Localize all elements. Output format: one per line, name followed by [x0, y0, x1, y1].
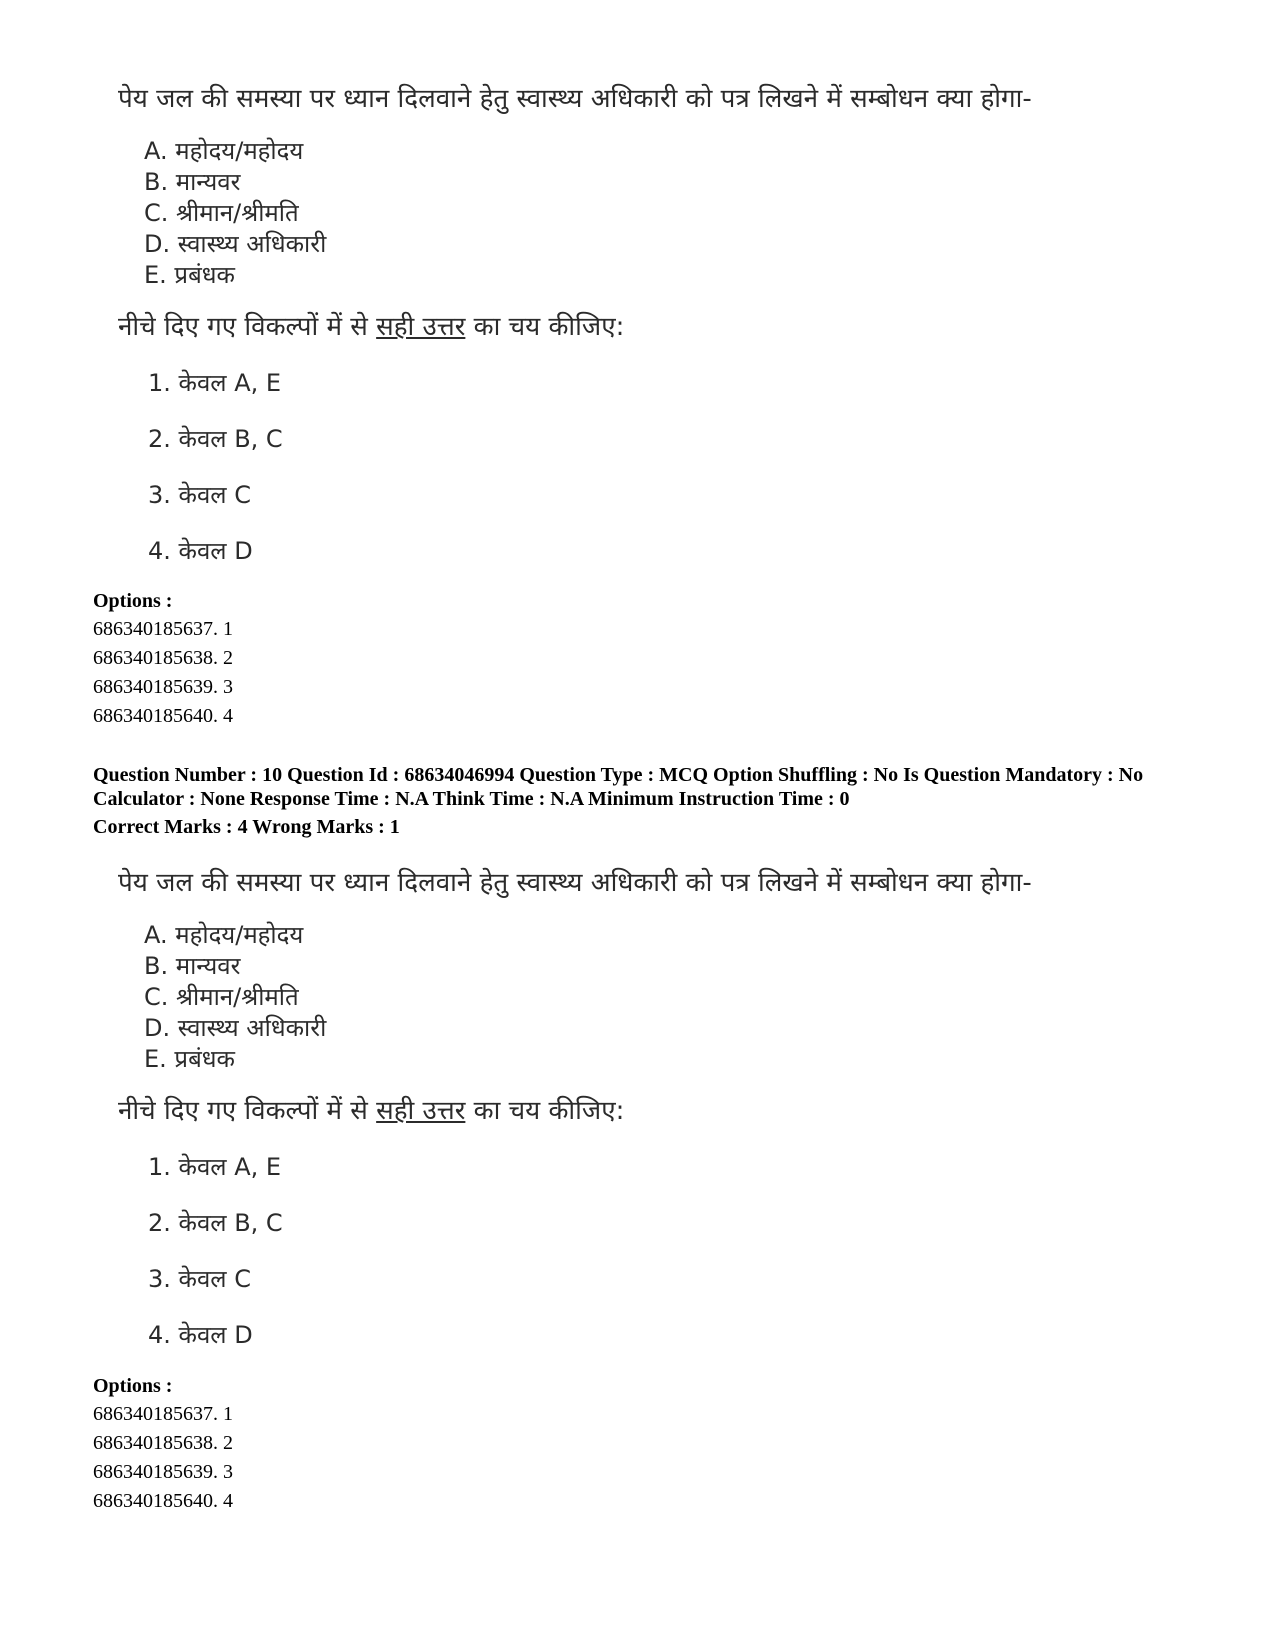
choice-item: 3. केवल C: [148, 1265, 251, 1293]
statement-item: B. मान्यवर: [144, 168, 241, 196]
instruction-underlined: सही उत्तर: [376, 1096, 466, 1126]
statement-item: E. प्रबंधक: [144, 261, 235, 289]
question-text: पेय जल की समस्या पर ध्यान दिलवाने हेतु स्वास्थ्य अधिकारी को पत्र लिखने में सम्बोधन क्या होगा-: [118, 868, 1032, 898]
marks-line: Correct Marks : 4 Wrong Marks : 1: [93, 816, 400, 838]
question-text: पेय जल की समस्या पर ध्यान दिलवाने हेतु स्वास्थ्य अधिकारी को पत्र लिखने में सम्बोधन क्या होगा-: [118, 84, 1032, 114]
option-row: 686340185639. 3: [93, 676, 233, 698]
statement-item: B. मान्यवर: [144, 952, 241, 980]
instruction-post: का चय कीजिए:: [465, 1096, 625, 1126]
option-row: 686340185638. 2: [93, 1432, 233, 1454]
statement-item: A. महोदय/महोदय: [144, 921, 304, 949]
option-row: 686340185640. 4: [93, 1490, 233, 1512]
option-row: 686340185640. 4: [93, 705, 233, 727]
statement-item: D. स्वास्थ्य अधिकारी: [144, 230, 327, 258]
choice-item: 1. केवल A, E: [148, 1153, 282, 1181]
choice-item: 2. केवल B, C: [148, 425, 283, 453]
option-row: 686340185638. 2: [93, 647, 233, 669]
statement-list: [144, 920, 326, 1075]
statement-item: E. प्रबंधक: [144, 1045, 235, 1073]
instruction-underlined: सही उत्तर: [376, 312, 466, 342]
choice-item: 4. केवल D: [148, 537, 253, 565]
choice-item: 3. केवल C: [148, 481, 251, 509]
instruction-text: [118, 1094, 624, 1128]
option-row: 686340185637. 1: [93, 618, 233, 640]
statement-item: C. श्रीमान/श्रीमति: [144, 199, 299, 227]
statement-item: C. श्रीमान/श्रीमति: [144, 983, 299, 1011]
option-row: 686340185637. 1: [93, 1403, 233, 1425]
statement-item: A. महोदय/महोदय: [144, 137, 304, 165]
statement-item: D. स्वास्थ्य अधिकारी: [144, 1014, 327, 1042]
options-list: [93, 615, 233, 731]
instruction-text: [118, 310, 624, 344]
statement-list: [144, 136, 326, 291]
options-list: [93, 1400, 233, 1516]
question-meta: Question Number : 10 Question Id : 68634046994 Question Type : MCQ Option Shuffling : No Is Question Mandatory : No Calculator : None Response Time : N.A Think Time : N.A Minimum Instruction Time : 0: [93, 764, 1144, 810]
instruction-post: का चय कीजिए:: [465, 312, 625, 342]
instruction-pre: नीचे दिए गए विकल्पों में से: [118, 1096, 377, 1126]
choice-item: 2. केवल B, C: [148, 1209, 283, 1237]
choice-item: 1. केवल A, E: [148, 369, 282, 397]
instruction-pre: नीचे दिए गए विकल्पों में से: [118, 312, 377, 342]
choice-item: 4. केवल D: [148, 1321, 253, 1349]
option-row: 686340185639. 3: [93, 1461, 233, 1483]
options-heading: Options :: [93, 590, 173, 612]
options-heading: Options :: [93, 1375, 173, 1397]
